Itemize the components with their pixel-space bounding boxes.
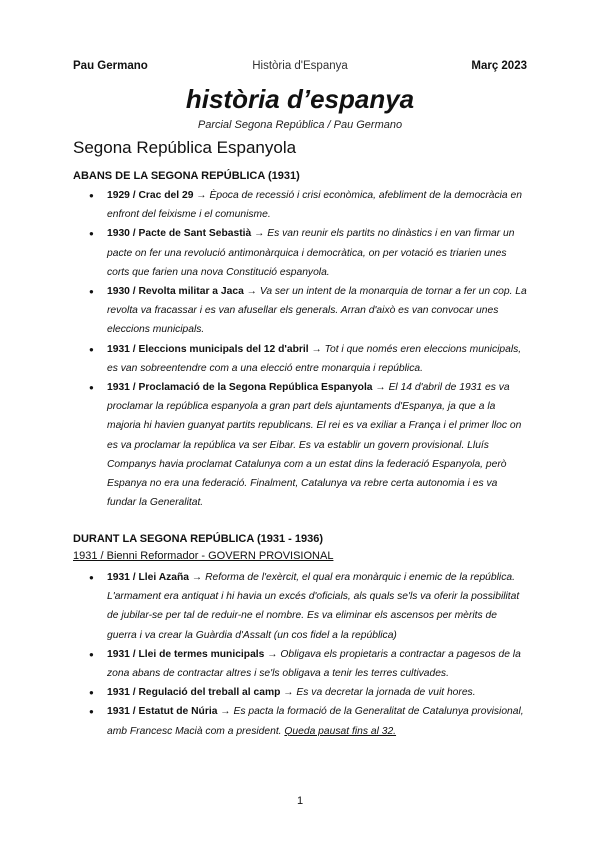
list-item [107, 186, 527, 224]
item-label: 1930 / Pacte de Sant Sebastià → [107, 228, 268, 240]
header-author: Pau Germano [73, 60, 148, 72]
page-header [73, 60, 527, 76]
list-item [107, 683, 527, 702]
document-title: història d’espanya [185, 84, 415, 114]
header-subject: Història d'Espanya [252, 60, 348, 72]
item-text: El 14 d'abril de 1931 es va proclamar la república espanyola a gran part dels ajuntaments d'Espanya, ja que a la majoria hi havien guanyat partits republicans. El rei es va exiliar a França i el primer lloc on es va proclamar la república va ser Eibar. Es va establir un govern provisional. Lluís Companys havia proclamat Catalunya com a un estat dins la federació Espanyola, però Espanya no era una federació. Finalment, Catalunya va rebre certa autonomia i es va fundar la Generalitat. [107, 382, 522, 509]
section-heading: Segona República Espanyola [73, 138, 297, 157]
item-text: Època de recessió i crisi econòmica, afebliment de la democràcia en enfront del feixisme i el comunisme. [107, 190, 522, 221]
document-subtitle: Parcial Segona República / Pau Germano [197, 119, 403, 131]
list-item [107, 224, 527, 282]
list-item [107, 340, 527, 378]
list-item [107, 568, 527, 645]
section2-title: DURANT LA SEGONA REPÚBLICA (1931 - 1936) [73, 533, 323, 545]
item-text: Reforma de l'exèrcit, el qual era monàrquic i enemic de la república. L'armament era antiquat i hi havia un excés d'oficials, als quals se'ls va oferir la possibilitat de jubilar-se per tal de reduir-ne el nombre. Es va eliminar els ascensos per mèrits de guerra i va crear la Guàrdia d'Assalt (un cos fidel a la república) [107, 572, 520, 641]
section1-list [107, 186, 527, 512]
item-label: 1931 / Llei Azaña → [107, 572, 206, 583]
item-text: Es va decretar la jornada de vuit hores. [296, 687, 476, 699]
section1-title: ABANS DE LA SEGONA REPÚBLICA (1931) [73, 170, 300, 182]
item-text: Va ser un intent de la monarquia de tornar a fer un cop. La revolta va fracassar i es van afusellar els generals. Arran d'això es van convocar unes eleccions municipals. [107, 286, 527, 336]
list-item [107, 645, 527, 683]
item-label: 1931 / Eleccions municipals del 12 d'abril → [107, 343, 325, 355]
list-item [107, 702, 527, 740]
item-note: Queda pausat fins al 32. [284, 725, 397, 737]
item-text: Es van reunir els partits no dinàstics i en van firmar un pacte on fer una revolució antimonàrquica i democràtica, on per votació es triarien unes corts que farien una nova Constitució espanyola. [107, 228, 515, 278]
item-label: 1931 / Llei de termes municipals → [107, 648, 281, 660]
item-text: Obligava els propietaris a contractar a pagesos de la zona abans de contractar altres i se'ls obligava a tenir les terres cultivades. [107, 648, 521, 680]
item-label: 1929 / Crac del 29 → [107, 190, 210, 201]
section2-list [107, 568, 527, 741]
item-label: 1930 / Revolta militar a Jaca → [107, 286, 260, 298]
list-item [107, 378, 527, 512]
item-label: 1931 / Proclamació de la Segona República Espanyola → [107, 382, 389, 394]
item-label: 1931 / Estatut de Núria → [107, 706, 234, 718]
list-item [107, 282, 527, 340]
section2-subtitle: 1931 / Bienni Reformador - GOVERN PROVISIONAL [73, 550, 334, 562]
item-label: 1931 / Regulació del treball al camp → [107, 687, 297, 699]
page-number: 1 [296, 795, 304, 807]
item-text: Tot i que només eren eleccions municipals, es van sobreentendre com a una elecció entre monarquia i república. [107, 343, 522, 374]
header-date: Març 2023 [471, 60, 527, 72]
item-text: Es pacta la formació de la Generalitat de Catalunya provisional, amb Francesc Macià com a president. [107, 706, 524, 737]
